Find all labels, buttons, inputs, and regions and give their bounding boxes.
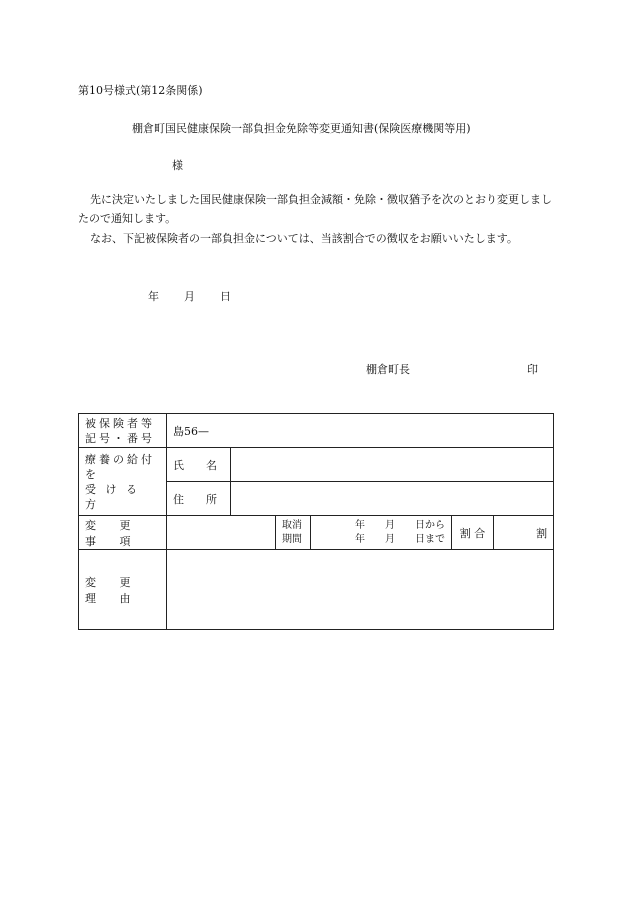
recipient-label: 療養の給付を 受 け る 方	[79, 448, 167, 516]
change-items-value	[167, 516, 276, 550]
change-details-table	[78, 413, 554, 630]
ratio-label: 割 合	[452, 516, 494, 550]
date-day-label: 日	[220, 290, 231, 303]
salutation: 様	[172, 159, 183, 172]
document-title: 棚倉町国民健康保険一部負担金免除等変更通知書(保険医療機関等用)	[132, 122, 471, 135]
notice-paragraph-1: 先に決定いたしました国民健康保険一部負担金減額・免除・徴収猶予を次のとおり変更しましたので通知します。	[78, 193, 552, 225]
recipient-name-row	[79, 448, 554, 482]
insured-number-value: 島56—	[167, 414, 554, 448]
cancel-period-label: 取消 期間	[276, 516, 311, 550]
change-reason-value	[167, 550, 554, 630]
insured-number-label: 被保険者等 記号・番号	[79, 414, 167, 448]
ratio-unit: 割	[494, 516, 554, 550]
seal-mark: 印	[527, 363, 538, 376]
address-value	[231, 482, 554, 516]
name-value	[231, 448, 554, 482]
date-year-label: 年	[148, 290, 159, 303]
name-label: 氏 名	[167, 448, 231, 482]
change-reason-label: 変 更 理 由	[79, 550, 167, 630]
change-items-label: 変 更 事 項	[79, 516, 167, 550]
address-label: 住 所	[167, 482, 231, 516]
notice-paragraph-2: なお、下記被保険者の一部負担金については、当該割合での徴収をお願いいたします。	[90, 232, 518, 245]
form-number: 第10号様式(第12条関係)	[78, 84, 203, 97]
cancel-period-dates: 年 月 日から 年 月 日まで	[311, 516, 452, 550]
insured-number-row	[79, 414, 554, 448]
change-items-row	[79, 516, 554, 550]
issuer-mayor: 棚倉町長	[366, 363, 410, 376]
date-month-label: 月	[184, 290, 195, 303]
change-reason-row	[79, 550, 554, 630]
